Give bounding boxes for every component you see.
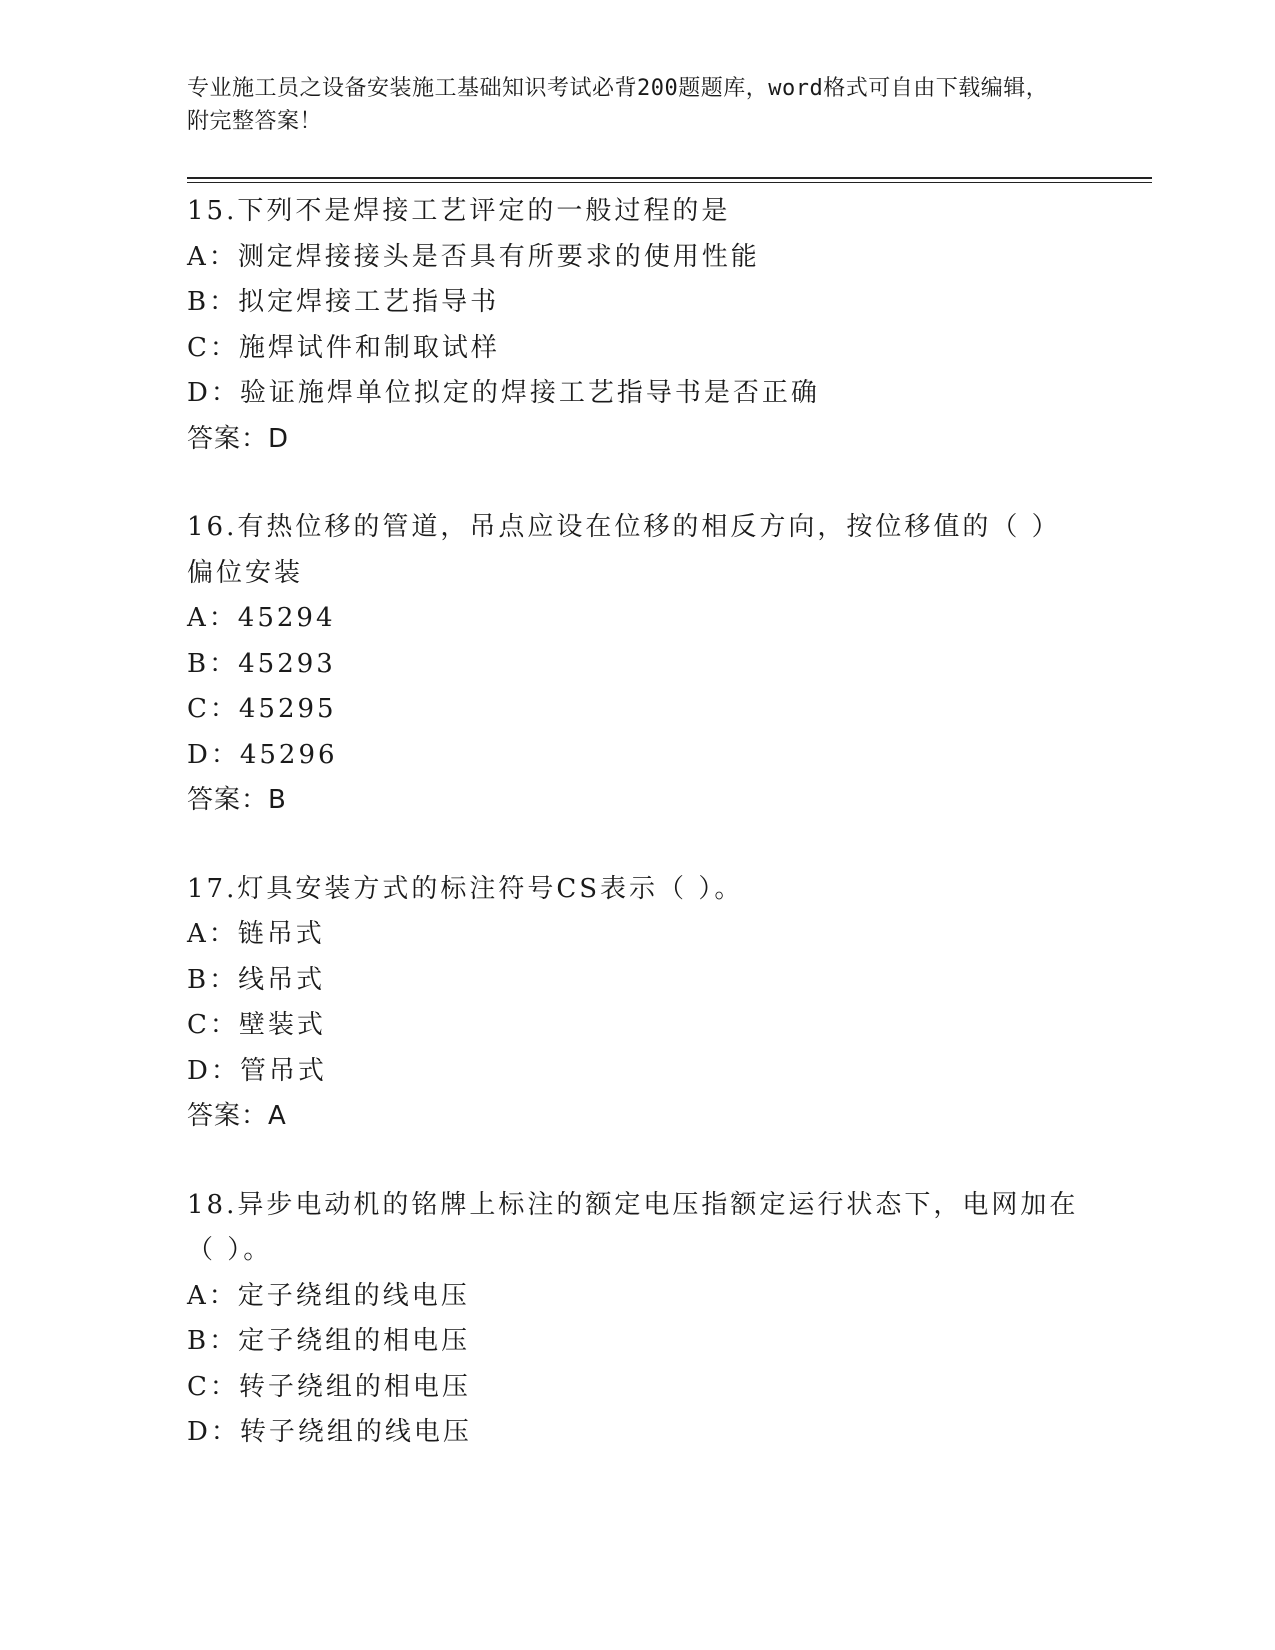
question-stem: 15.下列不是焊接工艺评定的一般过程的是 <box>187 196 731 226</box>
question-list <box>187 189 1087 1499</box>
option-c: C：转子绕组的相电压 <box>187 1371 471 1402</box>
option-a: A：链吊式 <box>187 919 325 949</box>
option-a: A：45294 <box>187 603 336 633</box>
option-c: C：45295 <box>187 694 337 724</box>
option-a: A：测定焊接接头是否具有所要求的使用性能 <box>187 241 760 272</box>
question-stem: 18.异步电动机的铭牌上标注的额定电压指额定运行状态下，电网加在（ ）。 <box>187 1189 1079 1265</box>
header-divider-thick <box>187 177 1152 179</box>
option-b: B：拟定焊接工艺指导书 <box>187 287 500 317</box>
document-header: 专业施工员之设备安装施工基础知识考试必背200题题库，word格式可自由下载编辑，附完整答案！ <box>187 76 1049 134</box>
option-a: A：定子绕组的线电压 <box>187 1280 470 1311</box>
option-d: D：管吊式 <box>187 1055 327 1086</box>
option-d: D：45296 <box>187 739 338 770</box>
option-d: D：转子绕组的线电压 <box>187 1417 472 1447</box>
option-c: C：施焊试件和制取试样 <box>187 332 500 363</box>
answer-label: 答案：A <box>187 1101 287 1131</box>
question-15 <box>187 189 1087 462</box>
question-stem: 17.灯具安装方式的标注符号CS表示（ ）。 <box>187 873 744 904</box>
question-18 <box>187 1183 1087 1456</box>
option-b: B：45293 <box>187 648 336 679</box>
option-b: B：定子绕组的相电压 <box>187 1326 471 1356</box>
answer-label: 答案：D <box>187 423 290 454</box>
option-b: B：线吊式 <box>187 964 326 995</box>
answer-label: 答案：B <box>187 785 287 815</box>
question-stem: 16.有热位移的管道，吊点应设在位移的相反方向，按位移值的（ ）偏位安装 <box>187 512 1061 588</box>
option-d: D：验证施焊单位拟定的焊接工艺指导书是否正确 <box>187 378 820 408</box>
option-c: C：壁装式 <box>187 1010 326 1040</box>
question-16 <box>187 505 1087 824</box>
question-17 <box>187 867 1087 1140</box>
header-divider-thin <box>187 182 1152 183</box>
